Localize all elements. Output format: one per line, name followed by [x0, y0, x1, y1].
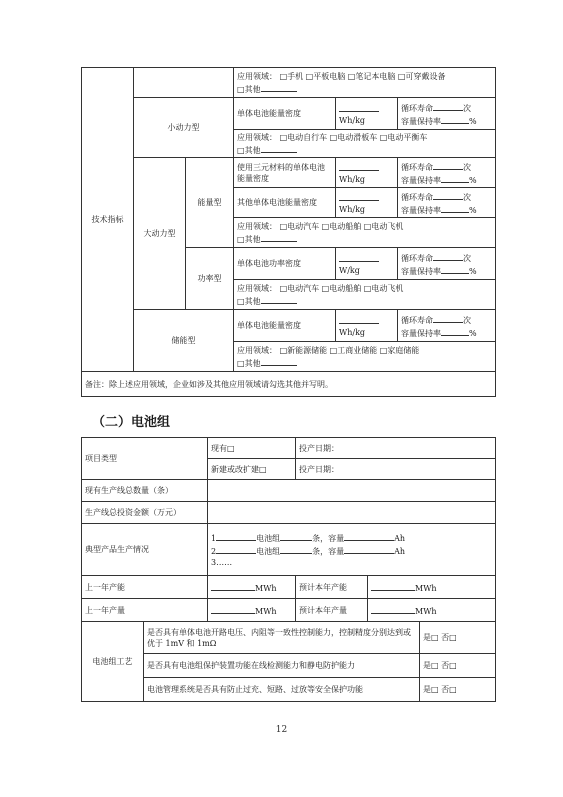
battery-pack-table: [81, 437, 496, 702]
ternary-density-field: Wh/kg: [336, 158, 398, 188]
checkbox[interactable]: [237, 85, 245, 94]
checkbox[interactable]: [280, 72, 288, 81]
est-capacity-field: MWh: [368, 576, 496, 599]
fill-line[interactable]: [211, 581, 255, 591]
energy-app-domain: 应用领域： □ 电动汽车 □ 电动船舶 □ 电动飞机 □ 其他: [234, 218, 496, 248]
big-power-label: 大动力型: [134, 158, 186, 310]
fill-line[interactable]: [216, 531, 256, 541]
storage-density-field: Wh/kg: [336, 310, 398, 342]
small-cycle-field: 循环寿命 次 容量保持率 %: [398, 98, 496, 130]
checkbox[interactable]: [431, 685, 439, 694]
fill-line[interactable]: [441, 264, 469, 274]
tech-indicator-label: 技术指标: [82, 68, 134, 372]
checkbox[interactable]: [449, 633, 457, 642]
fill-line[interactable]: [344, 531, 394, 541]
fill-line[interactable]: [433, 313, 463, 323]
power-density-field: W/kg: [336, 248, 398, 280]
checkbox[interactable]: [280, 284, 288, 293]
fill-line[interactable]: [441, 114, 469, 124]
checkbox[interactable]: [259, 465, 267, 474]
fill-line[interactable]: [280, 531, 312, 541]
typical-product-label: 典型产品生产情况: [82, 524, 208, 576]
new-prod-date: 投产日期：: [296, 459, 496, 480]
invest-label: 生产线总投资金额（万元）: [82, 502, 208, 524]
typical-product-lines: 1 电池组 条，容量 Ah 2 电池组 条，容量 Ah 3……: [208, 524, 496, 576]
last-capacity-field: MWh: [208, 576, 296, 599]
storage-cycle-field: 循环寿命 次 容量保持率 %: [398, 310, 496, 342]
fill-line[interactable]: [211, 604, 255, 614]
energy-type-label: 能量型: [186, 158, 234, 248]
tech-indicator-table: [81, 67, 496, 397]
last-output-label: 上一年产量: [82, 599, 208, 622]
power-cycle-field: 循环寿命 次 容量保持率 %: [398, 248, 496, 280]
fill-line[interactable]: [433, 160, 463, 170]
consumer-blank: [134, 68, 234, 98]
process-question-1: 是否具有单体电池开路电压、内阻等一致性控制能力，控制精度分别达到或优于 1mV 和 1mΩ: [144, 622, 420, 654]
existing-prod-date: 投产日期：: [296, 438, 496, 459]
other-density-field: Wh/kg: [336, 188, 398, 218]
fill-line[interactable]: [280, 544, 312, 554]
small-power-label: 小动力型: [134, 98, 234, 158]
process-answer-2: 是□ 否□: [420, 654, 496, 678]
fill-line[interactable]: [261, 82, 297, 92]
section-title: （二）电池组: [92, 415, 171, 430]
page-number: 12: [275, 725, 288, 735]
fill-line[interactable]: [339, 191, 379, 201]
fill-line[interactable]: [433, 190, 463, 200]
fill-line[interactable]: [261, 294, 297, 304]
fill-line[interactable]: [433, 101, 463, 111]
storage-density-label: 单体电池能量密度: [234, 310, 336, 342]
table-note: 备注：除上述应用领域，企业如涉及其他应用领域请勾选其他并写明。: [82, 372, 496, 397]
checkbox[interactable]: [449, 661, 457, 670]
fill-line[interactable]: [261, 143, 297, 153]
fill-line[interactable]: [339, 161, 379, 171]
checkbox[interactable]: [237, 297, 245, 306]
fill-line[interactable]: [261, 356, 297, 366]
checkbox[interactable]: [449, 685, 457, 694]
fill-line[interactable]: [371, 581, 415, 591]
fill-line[interactable]: [261, 232, 297, 242]
process-label: 电池组工艺: [82, 622, 144, 702]
checkbox[interactable]: [237, 359, 245, 368]
est-capacity-label: 预计本年产能: [296, 576, 368, 599]
checkbox[interactable]: [227, 444, 235, 453]
fill-line[interactable]: [441, 173, 469, 183]
invest-field[interactable]: [208, 502, 496, 524]
ternary-density-label: 使用三元材料的单体电池能量密度: [234, 158, 336, 188]
small-density-field: Wh/kg: [336, 98, 398, 130]
fill-line[interactable]: [216, 544, 256, 554]
fill-line[interactable]: [441, 203, 469, 213]
checkbox[interactable]: [280, 346, 288, 355]
checkbox[interactable]: [280, 222, 288, 231]
lines-count-field[interactable]: [208, 480, 496, 502]
lines-count-label: 现有生产线总数量（条）: [82, 480, 208, 502]
last-output-field: MWh: [208, 599, 296, 622]
fill-line[interactable]: [339, 252, 379, 262]
checkbox[interactable]: [280, 133, 288, 142]
process-answer-1: 是□ 否□: [420, 622, 496, 654]
fill-line[interactable]: [441, 326, 469, 336]
fill-line[interactable]: [344, 544, 394, 554]
last-capacity-label: 上一年产能: [82, 576, 208, 599]
est-output-label: 预计本年产量: [296, 599, 368, 622]
new-build-option: 新建或改扩建□: [208, 459, 296, 480]
small-density-label: 单体电池能量密度: [234, 98, 336, 130]
est-output-field: MWh: [368, 599, 496, 622]
existing-option: 现有□: [208, 438, 296, 459]
project-type-label: 项目类型: [82, 438, 208, 480]
fill-line[interactable]: [339, 102, 379, 112]
small-app-domain: 应用领域： □ 电动自行车 □ 电动滑板车 □ 电动平衡车 □ 其他: [234, 130, 496, 158]
ternary-cycle-field: 循环寿命 次 容量保持率 %: [398, 158, 496, 188]
checkbox[interactable]: [237, 146, 245, 155]
power-type-label: 功率型: [186, 248, 234, 310]
power-density-label: 单体电池功率密度: [234, 248, 336, 280]
fill-line[interactable]: [371, 604, 415, 614]
checkbox[interactable]: [431, 661, 439, 670]
consumer-app-domain: 应用领域： □ 手机 □ 平板电脑 □ 笔记本电脑 □ 可穿戴设备 □ 其他: [234, 68, 496, 98]
fill-line[interactable]: [339, 314, 379, 324]
process-question-3: 电池管理系统是否具有防止过充、短路、过放等安全保护功能: [144, 678, 420, 702]
process-answer-3: 是□ 否□: [420, 678, 496, 702]
other-density-label: 其他单体电池能量密度: [234, 188, 336, 218]
process-question-2: 是否具有电池组保护装置功能在线检测能力和静电防护能力: [144, 654, 420, 678]
checkbox[interactable]: [237, 235, 245, 244]
storage-label: 储能型: [134, 310, 234, 372]
other-cycle-field: 循环寿命 次 容量保持率 %: [398, 188, 496, 218]
storage-app-domain: 应用领域： □ 新能源储能 □ 工商业储能 □ 家庭储能 □ 其他: [234, 342, 496, 372]
checkbox[interactable]: [431, 633, 439, 642]
power-app-domain: 应用领域： □ 电动汽车 □ 电动船舶 □ 电动飞机 □ 其他: [234, 280, 496, 310]
fill-line[interactable]: [433, 251, 463, 261]
